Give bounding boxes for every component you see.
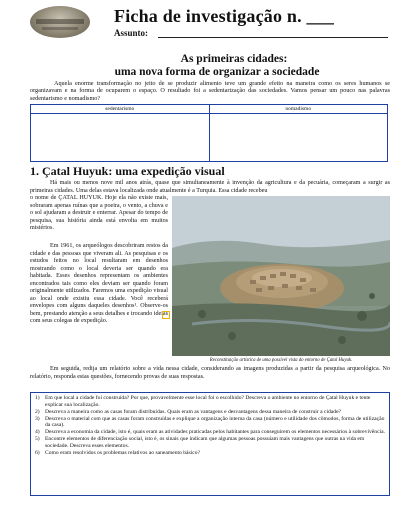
section-paragraph-4: Em seguida, redija um relatório sobre a vida nessa cidade, considerando as imagens produzidas a partir da pesquisa arqueológica. No relatório, responda estas questões, fornecendo provas de suas respostas. bbox=[30, 366, 390, 380]
section-paragraph-2: o nome de ÇATAL HUYUK. Hoje ela não existe mais, sobraram apenas ruínas que a poeira, o vento, a chuva e o sol ajudaram a destruir e enterrar. Apesar do tempo de pesquisa, sua história ainda está envolta em muitos mistérios. bbox=[30, 195, 168, 232]
question-number: 5) bbox=[35, 436, 40, 443]
question-text: Descreva a economia da cidade, isto é, quais eram as atividades praticadas pelos habitantes para conseguirem os elementos necessários à sobrevivência. bbox=[45, 429, 385, 436]
question-text: Encontre elementos de diferenciação social, isto é, os sinais que indicam que algumas pessoas possuíam mais vantagens que outras na vida em sociedade. Descreva esses elementos. bbox=[45, 436, 365, 449]
question-text: Descreva a maneira como as casas foram distribuídas. Quais eram as vantagens e desvantagens dessa maneira de construir a cidade? bbox=[45, 408, 342, 415]
highlight-box bbox=[162, 311, 170, 319]
main-heading-line1: As primeiras cidades: bbox=[180, 53, 288, 65]
question-item bbox=[35, 436, 385, 449]
page-title: Ficha de investigação n. ___ bbox=[114, 6, 335, 26]
question-text: Como eram resolvidos os problemas relativos ao saneamento básico? bbox=[45, 449, 201, 456]
table-header-sedentarismo: sedentarismo bbox=[31, 105, 209, 114]
question-item bbox=[35, 450, 385, 457]
assunto-line bbox=[158, 37, 388, 38]
question-number: 3) bbox=[35, 415, 40, 422]
table-header-nomadismo: nomadismo bbox=[210, 105, 388, 114]
question-number: 2) bbox=[35, 408, 40, 415]
question-item bbox=[35, 429, 385, 436]
section-paragraph-3: Em 1961, os arqueólogos descobriram restos da cidade e das pessoas que viveram ali. As pesquisas e os estudos feitos no local resultaram em desenhos mostrando como o local deveria ser quando era habitada. Esses desenhos representam os ambientes encontrados tais como eles deviam ser quando foram originalmente utilizados. Faremos uma expedição visual ao local onde existiu essa cidade. Você receberá envelopes com alguns daqueles desenhos¹. Observe-os bem, prestando atenção a seus detalhes e trocando ideias com seus colegas de expedição. bbox=[30, 243, 168, 325]
question-text: Em que local a cidade foi construída? Por que, provavelmente esse local foi o escolhido? Descreva o ambiente no entorno de Çatal Huyuk e tente explicar sua localização. bbox=[45, 395, 371, 408]
sedentarismo-nomadismo-table bbox=[30, 104, 388, 162]
questions-box bbox=[30, 392, 390, 496]
table-column-nomadismo[interactable] bbox=[210, 105, 388, 161]
intro-paragraph: Aquela enorme transformação no jeito de se produzir alimento teve um grande efeito na maneira como os seres humanos se organizavam e na forma de ocuparem o espaço. O resultado foi a sedentarização das sociedades. Vamos pensar um pouco nas palavras sedentarismo e nomadismo? bbox=[30, 80, 390, 102]
table-column-sedentarismo[interactable] bbox=[31, 105, 210, 161]
question-number: 6) bbox=[35, 449, 40, 456]
question-item bbox=[35, 395, 385, 408]
question-text: Descreva o material com que as casas foram construídas e explique a organização interna da casa (número e utilidade dos cômodos, forma de utilização da casa). bbox=[45, 415, 385, 429]
question-item bbox=[35, 416, 385, 429]
question-number: 1) bbox=[35, 395, 40, 401]
catal-huyuk-reconstruction-image bbox=[172, 196, 390, 356]
question-number: 4) bbox=[35, 429, 40, 436]
image-caption: Reconstituição artística de uma possível vista do entorno de Çatal Huyuk. bbox=[209, 358, 353, 363]
main-heading-line2: uma nova forma de organizar a sociedade bbox=[114, 66, 320, 78]
assunto-label: Assunto: bbox=[114, 28, 149, 38]
header-logo-image bbox=[30, 6, 90, 38]
section-title: 1. Çatal Huyuk: uma expedição visual bbox=[30, 164, 225, 178]
question-item bbox=[35, 409, 385, 416]
section-paragraph-1: Há mais ou menos nove mil anos atrás, quase que simultaneamente à invenção da agricultura e da pecuária, começaram a surgir as primeiras cidades. Uma delas estava localizada onde atualmente é a Turquia. Essa cidade recebeu bbox=[30, 180, 390, 194]
